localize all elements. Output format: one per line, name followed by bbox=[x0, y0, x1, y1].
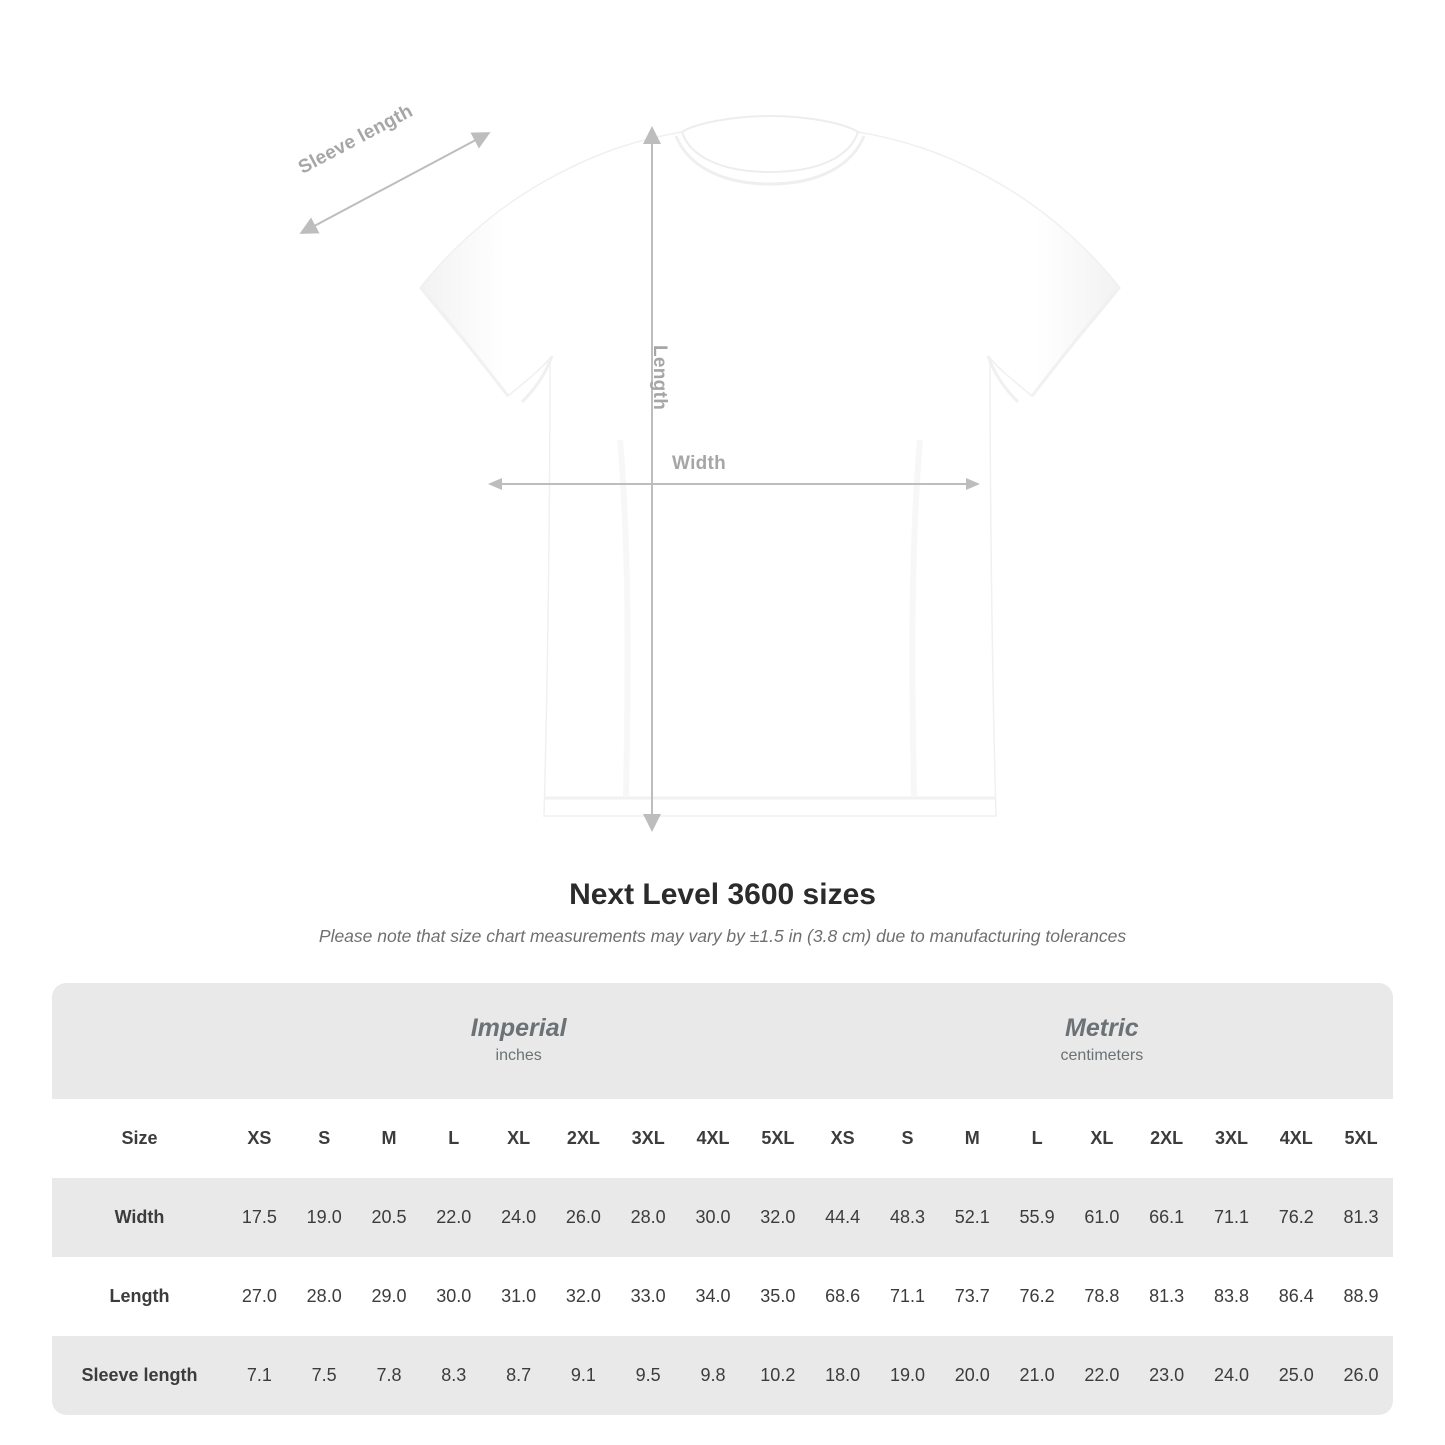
length-val-10: 71.1 bbox=[875, 1257, 940, 1336]
imperial-title: Imperial bbox=[470, 1013, 567, 1042]
length-val-11: 73.7 bbox=[940, 1257, 1005, 1336]
width-val-0: 17.5 bbox=[227, 1178, 292, 1257]
length-val-2: 29.0 bbox=[357, 1257, 422, 1336]
size-table-wrapper bbox=[52, 983, 1393, 1415]
length-val-16: 86.4 bbox=[1264, 1257, 1329, 1336]
sleeve-val-4: 8.7 bbox=[486, 1336, 551, 1415]
length-val-3: 30.0 bbox=[421, 1257, 486, 1336]
sleeve-val-1: 7.5 bbox=[292, 1336, 357, 1415]
length-val-7: 34.0 bbox=[681, 1257, 746, 1336]
sleeve-val-11: 20.0 bbox=[940, 1336, 1005, 1415]
size-col-5: 2XL bbox=[551, 1099, 616, 1178]
length-val-5: 32.0 bbox=[551, 1257, 616, 1336]
sleeve-val-10: 19.0 bbox=[875, 1336, 940, 1415]
size-col-4: XL bbox=[486, 1099, 551, 1178]
sleeve-val-2: 7.8 bbox=[357, 1336, 422, 1415]
metric-unit: centimeters bbox=[1060, 1046, 1144, 1064]
sleeve-val-6: 9.5 bbox=[616, 1336, 681, 1415]
tolerance-note: Please note that size chart measurements may vary by ±1.5 in (3.8 cm) due to manufacturing tolerances bbox=[318, 926, 1127, 946]
sleeve-val-0: 7.1 bbox=[227, 1336, 292, 1415]
table-row-length bbox=[52, 1257, 1393, 1336]
sleeve-val-3: 8.3 bbox=[421, 1336, 486, 1415]
width-val-17: 81.3 bbox=[1329, 1178, 1393, 1257]
length-val-8: 35.0 bbox=[745, 1257, 810, 1336]
length-val-4: 31.0 bbox=[486, 1257, 551, 1336]
length-val-6: 33.0 bbox=[616, 1257, 681, 1336]
width-val-12: 55.9 bbox=[1005, 1178, 1070, 1257]
row-header-sleeve-length: Sleeve length bbox=[52, 1336, 227, 1415]
sleeve-val-14: 23.0 bbox=[1134, 1336, 1199, 1415]
size-col-2: M bbox=[357, 1099, 422, 1178]
width-val-14: 66.1 bbox=[1134, 1178, 1199, 1257]
metric-title: Metric bbox=[1065, 1013, 1139, 1042]
size-col-8: 5XL bbox=[745, 1099, 810, 1178]
width-val-3: 22.0 bbox=[421, 1178, 486, 1257]
length-val-12: 76.2 bbox=[1005, 1257, 1070, 1336]
length-val-0: 27.0 bbox=[227, 1257, 292, 1336]
sleeve-val-17: 26.0 bbox=[1329, 1336, 1393, 1415]
width-val-7: 30.0 bbox=[681, 1178, 746, 1257]
width-val-2: 20.5 bbox=[357, 1178, 422, 1257]
length-val-9: 68.6 bbox=[810, 1257, 875, 1336]
size-col-11: M bbox=[940, 1099, 1005, 1178]
size-col-13: XL bbox=[1069, 1099, 1134, 1178]
row-header-length: Length bbox=[52, 1257, 227, 1336]
width-val-10: 48.3 bbox=[875, 1178, 940, 1257]
sleeve-val-7: 9.8 bbox=[681, 1336, 746, 1415]
size-table bbox=[52, 983, 1393, 1415]
sleeve-val-12: 21.0 bbox=[1005, 1336, 1070, 1415]
size-col-7: 4XL bbox=[681, 1099, 746, 1178]
sleeve-val-5: 9.1 bbox=[551, 1336, 616, 1415]
width-val-9: 44.4 bbox=[810, 1178, 875, 1257]
unit-header-row bbox=[52, 983, 1393, 1099]
sleeve-val-9: 18.0 bbox=[810, 1336, 875, 1415]
imperial-unit: inches bbox=[495, 1046, 542, 1064]
row-header-width: Width bbox=[52, 1178, 227, 1257]
size-col-9: XS bbox=[810, 1099, 875, 1178]
size-header-row bbox=[52, 1099, 1393, 1178]
unit-header-metric bbox=[810, 983, 1393, 1099]
size-col-6: 3XL bbox=[616, 1099, 681, 1178]
width-val-4: 24.0 bbox=[486, 1178, 551, 1257]
width-val-13: 61.0 bbox=[1069, 1178, 1134, 1257]
sleeve-val-15: 24.0 bbox=[1199, 1336, 1264, 1415]
table-row-width bbox=[52, 1178, 1393, 1257]
width-val-16: 76.2 bbox=[1264, 1178, 1329, 1257]
size-col-10: S bbox=[875, 1099, 940, 1178]
width-val-6: 28.0 bbox=[616, 1178, 681, 1257]
width-val-15: 71.1 bbox=[1199, 1178, 1264, 1257]
sleeve-val-13: 22.0 bbox=[1069, 1336, 1134, 1415]
chart-heading bbox=[0, 878, 1445, 947]
row-header-size: Size bbox=[52, 1099, 227, 1178]
width-val-5: 26.0 bbox=[551, 1178, 616, 1257]
unit-header-spacer bbox=[52, 983, 227, 1099]
sleeve-val-16: 25.0 bbox=[1264, 1336, 1329, 1415]
width-label: Width bbox=[672, 453, 727, 474]
length-val-17: 88.9 bbox=[1329, 1257, 1393, 1336]
size-col-15: 3XL bbox=[1199, 1099, 1264, 1178]
size-col-14: 2XL bbox=[1134, 1099, 1199, 1178]
sleeve-val-8: 10.2 bbox=[745, 1336, 810, 1415]
size-col-12: L bbox=[1005, 1099, 1070, 1178]
size-col-16: 4XL bbox=[1264, 1099, 1329, 1178]
length-label: Length bbox=[649, 345, 670, 411]
width-val-1: 19.0 bbox=[292, 1178, 357, 1257]
table-row-sleeve-length bbox=[52, 1336, 1393, 1415]
unit-header-imperial bbox=[227, 983, 810, 1099]
page-title: Next Level 3600 sizes bbox=[569, 878, 876, 911]
sleeve-length-label: Sleeve length bbox=[295, 100, 417, 179]
size-col-3: L bbox=[421, 1099, 486, 1178]
length-val-15: 83.8 bbox=[1199, 1257, 1264, 1336]
width-val-11: 52.1 bbox=[940, 1178, 1005, 1257]
length-val-14: 81.3 bbox=[1134, 1257, 1199, 1336]
size-col-17: 5XL bbox=[1329, 1099, 1393, 1178]
length-val-1: 28.0 bbox=[292, 1257, 357, 1336]
width-val-8: 32.0 bbox=[745, 1178, 810, 1257]
size-col-0: XS bbox=[227, 1099, 292, 1178]
size-col-1: S bbox=[292, 1099, 357, 1178]
length-val-13: 78.8 bbox=[1069, 1257, 1134, 1336]
